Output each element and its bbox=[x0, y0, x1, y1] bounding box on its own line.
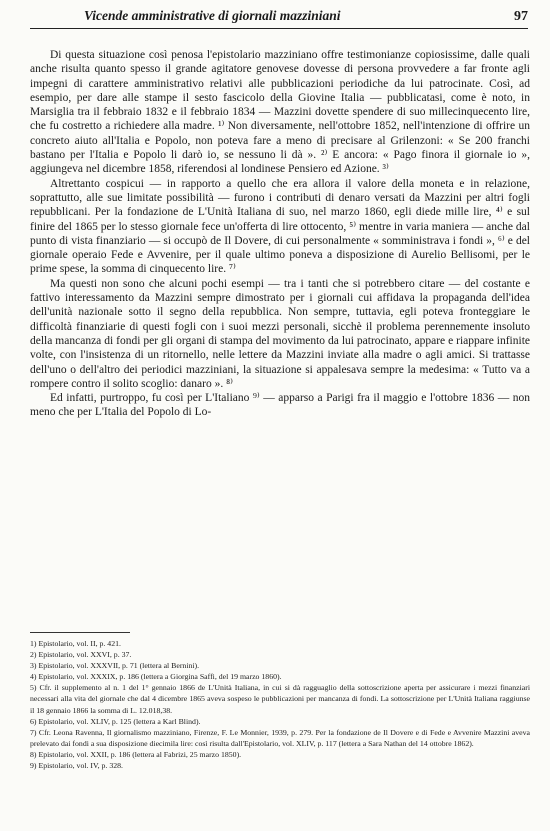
footnote: 2) Epistolario, vol. XXVI, p. 37. bbox=[30, 650, 132, 660]
footnotes bbox=[30, 632, 530, 771]
footnote: 7) Cfr. Leona Ravenna, Il giornalismo mazziniano, Firenze, F. Le Monnier, 1939, p. 279. Per la fondazione de Il Dovere e di Fede e Avvenire Mazzini aveva prelevato dai fondi a sua disposizione diecimila lire: così risulta dall'Epistolario, vol. XLIV, p. 117 (lettera a Sara Nathan del 14 ottobre 1862). bbox=[30, 727, 530, 748]
footnote: 9) Epistolario, vol. IV, p. 328. bbox=[30, 761, 123, 771]
paragraph: Ed infatti, purtroppo, fu così per L'Italiano ⁹⁾ — apparso a Parigi fra il maggio e l'ottobre 1836 — non meno che per L'Italia del Popolo di Lo- bbox=[30, 392, 530, 419]
running-header bbox=[30, 8, 528, 29]
page-number: 97 bbox=[514, 9, 528, 24]
footnote: 8) Epistolario, vol. XXII, p. 186 (lettera al Fabrizi, 25 marzo 1850). bbox=[30, 749, 242, 759]
paragraph: Di questa situazione così penosa l'epistolario mazziniano offre testimonianze copiosissime, dalle quali anche risulta quanto spesso il grande agitatore genovese dovesse di persona provvedere a far fronte agli impegni di carattere amministrativo relativi alle pubblicazioni periodiche da lui patrocinate. Così, ad esempio, per dare alle stampe il sesto fascicolo della Giovine Italia — pubblicatasi, come è noto, in Marsiglia tra il febbraio 1832 e il febbraio 1834 — Mazzini dovette spendere di suo millecinquecento lire, che fu costretto a richiedere alla madre. ¹⁾ Non diversamente, nell'ottobre 1852, nell'intenzione di offrire un concreto aiuto all'Italia e Popolo, non poteva fare a meno di precisare al Grilenzoni: « Se 200 franchi bastano per l'Italia e Popolo li darò io, se nessuno li dà ». ²⁾ E ancora: « Pago finora il giornale io », aggiungeva nel dicembre 1858, riferendosi al londinese Pensiero ed Azione. ³⁾ bbox=[30, 49, 530, 176]
footnote: 1) Epistolario, vol. II, p. 421. bbox=[30, 639, 121, 648]
paragraph: Ma questi non sono che alcuni pochi esempi — tra i tanti che si potrebbero citare — del costante e fattivo interessamento da Mazzini sempre dimostrato per i giornali cui affidava la propaganda dell'idea dell'unità nazionale sotto il segno della repubblica. Non sempre, tuttavia, egli poteva fronteggiare le difficoltà finanziarie di questi fogli con i suoi mezzi personali, sicchè il problema perennemente insoluto della mancanza di fondi per gli organi di stampa del movimento da lui patrocinato, appare e riappare infinite volte, con l'insistenza di un ritornello, nelle lettere da Mazzini inviate alla madre o agli amici. Si trattasse dell'uno o dell'altro dei periodici mazziniani, la situazione si appalesava sempre la medesima: « Tutto va a rompere contro il solito scoglio: danaro ». ⁸⁾ bbox=[30, 277, 530, 390]
footnote: 4) Epistolario, vol. XXXIX, p. 186 (lettera a Giorgina Saffi, del 19 marzo 1860). bbox=[30, 672, 282, 682]
paragraph: Altrettanto cospicui — in rapporto a quello che era allora il valore della moneta e in relazione, soprattutto, alle sue limitate possibilità — furono i contributi di denaro versati da Mazzini per altri fogli repubblicani. Per la fondazione de L'Unità Italiana di suo, nel marzo 1860, egli diede mille lire, ⁴⁾ e sul finire del 1865 per lo stesso giornale fece un'offerta di lire ottocento, ⁵⁾ mentre in varia maniera — anche dal punto di vista finanziario — si occupò de Il Dovere, di cui personalmente « somministrava i fondi », ⁶⁾ e del giornale operaio Fede e Avvenire, per il quale ultimo poneva a disposizione di Aurelio Bellisomi, per le prime spese, la somma di cinquecento lire. ⁷⁾ bbox=[30, 177, 530, 276]
footnote: 5) Cfr. il supplemento al n. 1 del 1° gennaio 1866 de L'Unità Italiana, in cui si dà ragguaglio della sottoscrizione aperta per assicurare i mezzi finanziari necessari alla vita del giornale che dal 4 dicembre 1865 aveva sospeso le pubblicazioni per mancanza di fondi. La sottoscrizione per L'Unità Italiana raggiunse il 18 gennaio 1866 la somma di L. 12.018,38. bbox=[30, 683, 530, 715]
footnote: 3) Epistolario, vol. XXXVII, p. 71 (lettera al Bernini). bbox=[30, 661, 200, 671]
main-text bbox=[30, 48, 530, 420]
running-title: Vicende amministrative di giornali mazziniani bbox=[84, 8, 341, 23]
footnote: 6) Epistolario, vol. XLIV, p. 125 (lettera a Karl Blind). bbox=[30, 716, 201, 726]
footnote-rule bbox=[30, 632, 130, 633]
